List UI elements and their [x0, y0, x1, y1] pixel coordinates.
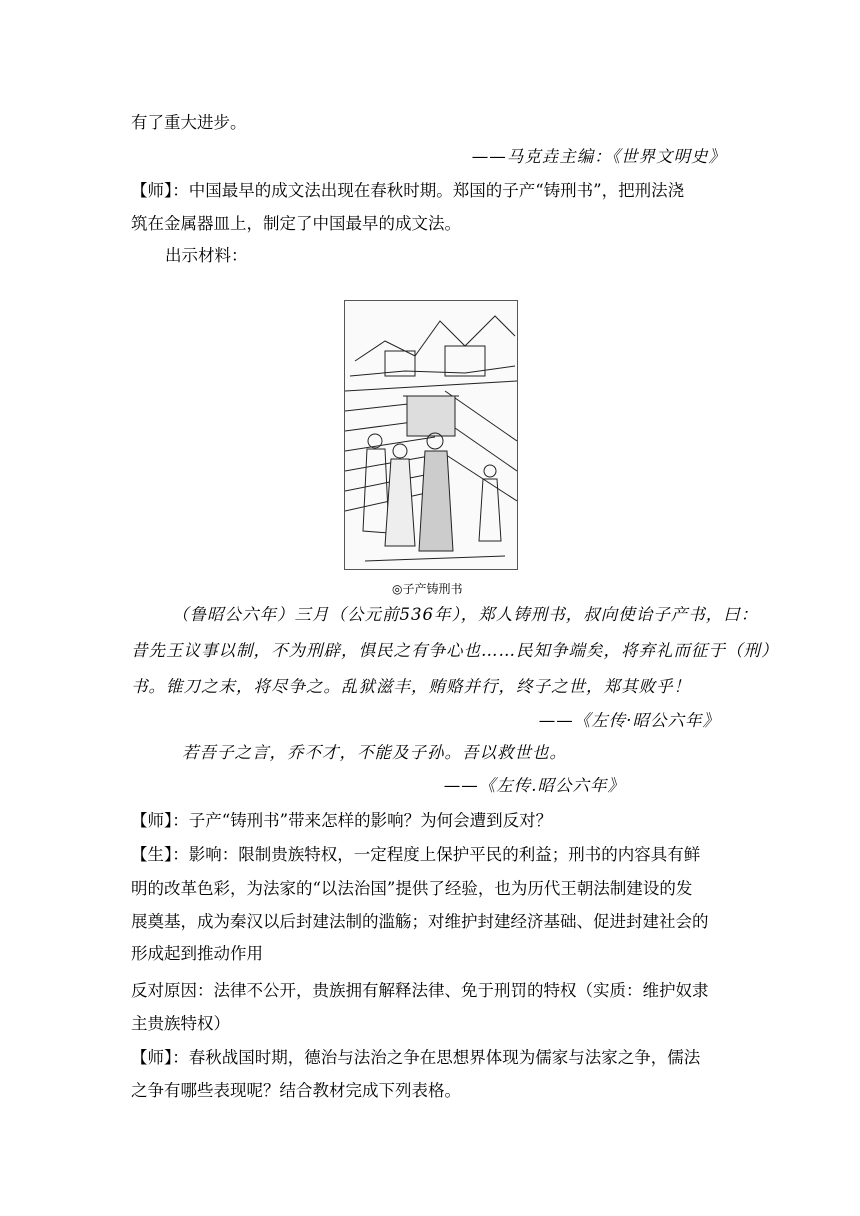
text-line: 【师】：春秋战国时期，德治与法治之争在思想界体现为儒家与法家之争，儒法: [131, 1048, 701, 1067]
source-text: （鲁昭公六年）三月（公元前536年），郑人铸刑书，叔向使诒子产书，曰：: [172, 605, 759, 624]
text-line: 之争有哪些表现呢？结合教材完成下列表格。: [131, 1081, 461, 1100]
text-line: 形成起到推动作用: [131, 944, 263, 963]
text-line: 【师】：中国最早的成文法出现在春秋时期。郑国的子产“铸刑书”，把刑法浇: [131, 181, 685, 200]
citation: ——《左传·昭公六年》: [538, 711, 720, 730]
text-line: 有了重大进步。: [131, 113, 247, 132]
text-line: 筑在金属器皿上，制定了中国最早的成文法。: [131, 214, 461, 233]
source-text: 若吾子之言，乔不才，不能及子孙。吾以救世也。: [182, 743, 567, 762]
illustration-drawing: [345, 301, 517, 569]
source-text: 书。锥刀之末，将尽争之。乱狱滋丰，贿赂并行，终子之世，郑其败乎！: [131, 677, 691, 696]
figure-caption: ◎子产铸刑书: [392, 582, 463, 596]
text-line: 出示材料：: [165, 246, 248, 265]
illustration-zichan-casting-law: [344, 300, 518, 570]
text-line: 明的改革色彩，为法家的“以法治国”提供了经验，也为历代王朝法制建设的发: [131, 879, 693, 898]
text-line: 反对原因：法律不公开，贵族拥有解释法律、免于刑罚的特权（实质：维护奴隶: [131, 981, 709, 1000]
text-line: 展奠基，成为秦汉以后封建法制的滥觞；对维护封建经济基础、促进封建社会的: [131, 912, 709, 931]
citation: ——马克垚主编：《世界文明史》: [471, 147, 726, 166]
text-line: 主贵族特权）: [131, 1014, 230, 1033]
citation: ——《左传.昭公六年》: [443, 776, 625, 795]
text-line: 【生】：影响：限制贵族特权，一定程度上保护平民的利益；刑书的内容具有鲜: [131, 845, 701, 864]
source-text: 昔先王议事以制，不为刑辟，惧民之有争心也……民知争端矣，将弃礼而征于（刑）: [131, 641, 779, 660]
text-line: 【师】：子产“铸刑书”带来怎样的影响？为何会遭到反对？: [131, 811, 553, 830]
